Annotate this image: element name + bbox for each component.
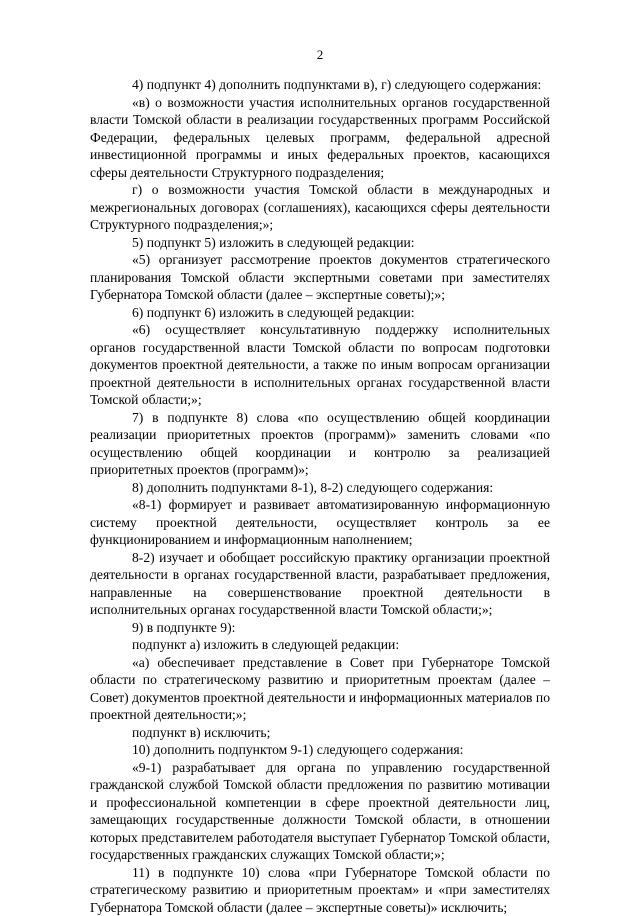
paragraph: «а) обеспечивает представление в Совет при Губернаторе Томской области по стратегическому развитию и приоритетным проектам (далее – Совет) документов проектной деятельности и информационных материалов по проектной деятельности;»;: [90, 654, 550, 724]
paragraph: 5) подпункт 5) изложить в следующей редакции:: [90, 234, 550, 252]
paragraph: 11) в подпункте 10) слова «при Губернаторе Томской области по стратегическому развитию и приоритетным проектам» и «при заместителях Губернатора Томской области (далее – экспертные советы)» исключить;: [90, 864, 550, 916]
paragraph: «6) осуществляет консультативную поддержку исполнительных органов государственной власти Томской области по вопросам подготовки документов проектной деятельности, а также по иным вопросам организации проектной деятельности в исполнительных органах государственной власти Томской области;»;: [90, 321, 550, 409]
paragraph: 10) дополнить подпунктом 9-1) следующего содержания:: [90, 741, 550, 759]
paragraph: «в) о возможности участия исполнительных органов государственной власти Томской области в реализации государственных программ Российской Федерации, федеральных целевых программ, федеральной адресной инвестиционной программы и иных федеральных проектов, касающихся сферы деятельности Структурного подразделения;: [90, 94, 550, 182]
paragraph: подпункт а) изложить в следующей редакции:: [90, 636, 550, 654]
paragraph: 8) дополнить подпунктами 8-1), 8-2) следующего содержания:: [90, 479, 550, 497]
paragraph: подпункт в) исключить;: [90, 724, 550, 742]
paragraph: г) о возможности участия Томской области в международных и межрегиональных договорах (соглашениях), касающихся сферы деятельности Структурного подразделения;»;: [90, 181, 550, 234]
paragraph: 9) в подпункте 9):: [90, 619, 550, 637]
document-body: [90, 76, 550, 916]
paragraph: 8-2) изучает и обобщает российскую практику организации проектной деятельности в органах государственной власти, разрабатывает предложения, направленные на совершенствование проектной деятельности в исполнительных органах государственной власти Томской области;»;: [90, 549, 550, 619]
paragraph: «8-1) формирует и развивает автоматизированную информационную систему проектной деятельности, осуществляет контроль за ее функционированием и информационным наполнением;: [90, 496, 550, 549]
paragraph: 4) подпункт 4) дополнить подпунктами в), г) следующего содержания:: [90, 76, 550, 94]
page-number: 2: [0, 46, 640, 63]
paragraph: «9-1) разрабатывает для органа по управлению государственной гражданской службой Томской области предложения по развитию мотивации и профессиональной компетенции в сфере проектной деятельности лиц, замещающих государственные должности Томской области, в отношении которых представителем работодателя выступает Губернатор Томской области, государственных гражданских служащих Томской области;»;: [90, 759, 550, 864]
paragraph: 7) в подпункте 8) слова «по осуществлению общей координации реализации приоритетных проектов (программ)» заменить словами «по осуществлению общей координации и контролю за реализацией приоритетных проектов (программ)»;: [90, 409, 550, 479]
paragraph: «5) организует рассмотрение проектов документов стратегического планирования Томской области экспертными советами при заместителях Губернатора Томской области (далее – экспертные советы);»;: [90, 251, 550, 304]
paragraph: 6) подпункт 6) изложить в следующей редакции:: [90, 304, 550, 322]
